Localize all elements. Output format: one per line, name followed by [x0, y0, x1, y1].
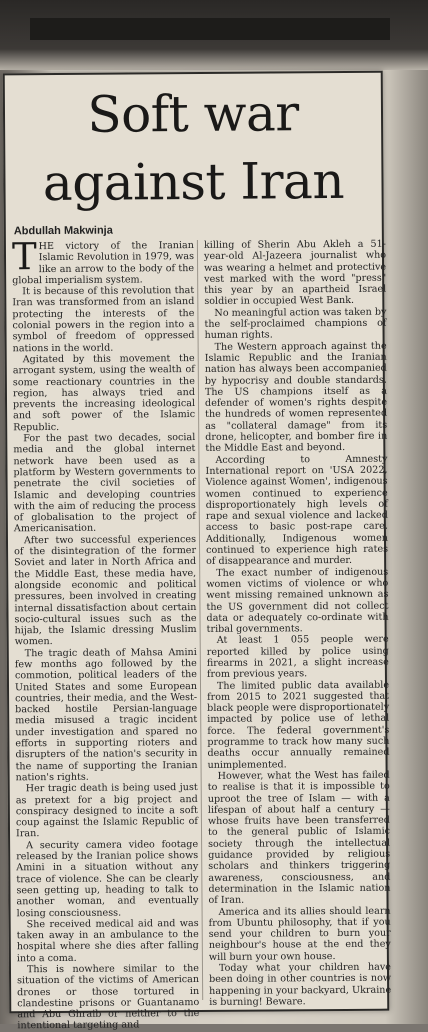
headline	[5, 79, 382, 218]
headline-line2: against Iran	[42, 151, 345, 213]
headline-line1: Soft war	[87, 84, 299, 144]
paragraph: However, what the West has failed to realise is that it is impossible to uproot the tree of Islam — with a lifespan of about half a century — whose fruits have been transferred to the general public of Islamic society through the intellectual guidance provided by religious scholars and thinkers triggering awareness, consciousness, and determination in the Islamic nation of Iran.	[207, 769, 391, 907]
drop-cap: T	[11, 235, 37, 279]
paragraph: America and its allies should learn from Ubuntu philosophy, that if you send your children to burn your neighbour's house at the end they will burn your own house.	[208, 905, 391, 963]
paragraph: At least 1 055 people were reported killed by police using firearms in 2021, a slight increase from previous years.	[206, 634, 389, 681]
paragraph: For the past two decades, social media and the global internet network have been used as a platform by Western governments to penetrate the civil societies of Islamic and developing countries with the aim of reducing the process of globalisation to the project of Americanisation.	[13, 432, 196, 535]
paragraph: The limited public data available from 2015 to 2021 suggested that black people were disproportionately impacted by police use of lethal force. The federal government's programme to track how many such deaths occur annually remained unimplemented.	[207, 679, 390, 771]
byline: Abdullah Makwinja	[13, 224, 113, 238]
dark-strip	[30, 18, 390, 40]
paragraph: No meaningful action was taken by the self-proclaimed champions of human rights.	[204, 306, 387, 342]
paragraph: The tragic death of Mahsa Amini few months ago followed by the commotion, political leaders of the United States and some European countries, their media, and the West-backed hostile Persian-language media misused a tragic incident under investigation and spared no efforts in supporting rioters and disrupters of the nation's security in the name of supporting the Iranian nation's rights.	[14, 646, 198, 784]
paragraph-text: HE victory of the Iranian Islamic Revolution in 1979, was like an arrow to the body of the global imperialism system.	[12, 240, 195, 287]
paragraph: After two successful experiences of the disintegration of the former Soviet and later in North Africa and the Middle East, these media have, alongside economic and political pressures, been involved in creating internal dissatisfaction about certain socio-cultural issues such as the hijab, the Islamic dressing Muslim women.	[14, 533, 197, 648]
article-clipping	[3, 71, 392, 1032]
paragraph: It is because of this revolution that Iran was transformed from an island protecting the interests of the colonial powers in the region into a symbol of freedom of oppressed nations in the world.	[12, 285, 195, 354]
paragraph	[11, 235, 195, 287]
newspaper-top-edge	[0, 0, 428, 70]
paragraph: Her tragic death is being used just as pretext for a big project and conspiracy designed to incite a soft coup against the Islamic Republic of Iran.	[15, 782, 198, 840]
paragraph: The Western approach against the Islamic Republic and the Iranian nation has always been accompanied by hypocrisy and double standards. The US champions itself as a defender of women's rights despite the hundreds of women represented as "collateral damage" from its drone, helicopter, and bomber fire in the Middle East and beyond.	[204, 340, 388, 455]
left-column	[11, 235, 200, 1032]
paragraph: The exact number of indigenous women victims of violence or who went missing remained unknown as the US government did not collect data or adequately co-ordinate with tribal governments.	[206, 566, 389, 636]
paragraph: Agitated by this movement the arrogant system, using the wealth of some reactionary countries in the region, has always tried and prevents the increasing ideological and soft power of the Islamic Republic.	[12, 352, 196, 434]
paragraph: killing of Sherin Abu Akleh a 51-year-old Al-Jazeera journalist who was wearing a helmet and protective vest marked with the word "press" this year by an apartheid Israel soldier in occupied West Bank.	[203, 238, 387, 308]
paragraph: This is nowhere similar to the situation of the victims of American drones or those tortured in clandestine prisons or Guantanamo and Abu Ghraib or neither to the intentional targeting and	[17, 962, 200, 1032]
paragraph: According to Amnesty International report on 'USA 2022, Violence against Women', indigenous women continued to experience disproportionately high levels of rape and sexual violence and lacked access to basic post-rape care. Additionally, Indigenous women continued to experience high rates of disappearance and murder.	[205, 453, 389, 568]
paragraph: Today what your children have been doing in other countries is now happening in your backyard, Ukraine is burning! Beware.	[209, 961, 392, 1008]
paragraph: She received medical aid and was taken away in an ambulance to the hospital where she dies after falling into a coma.	[16, 917, 199, 964]
paragraph: A security camera video footage released by the Iranian police shows Amini in a situation without any trace of violence. She can be clearly seen getting up, heading to talk to another woman, and eventually losing consciousness.	[16, 838, 199, 919]
right-column	[204, 239, 391, 1008]
